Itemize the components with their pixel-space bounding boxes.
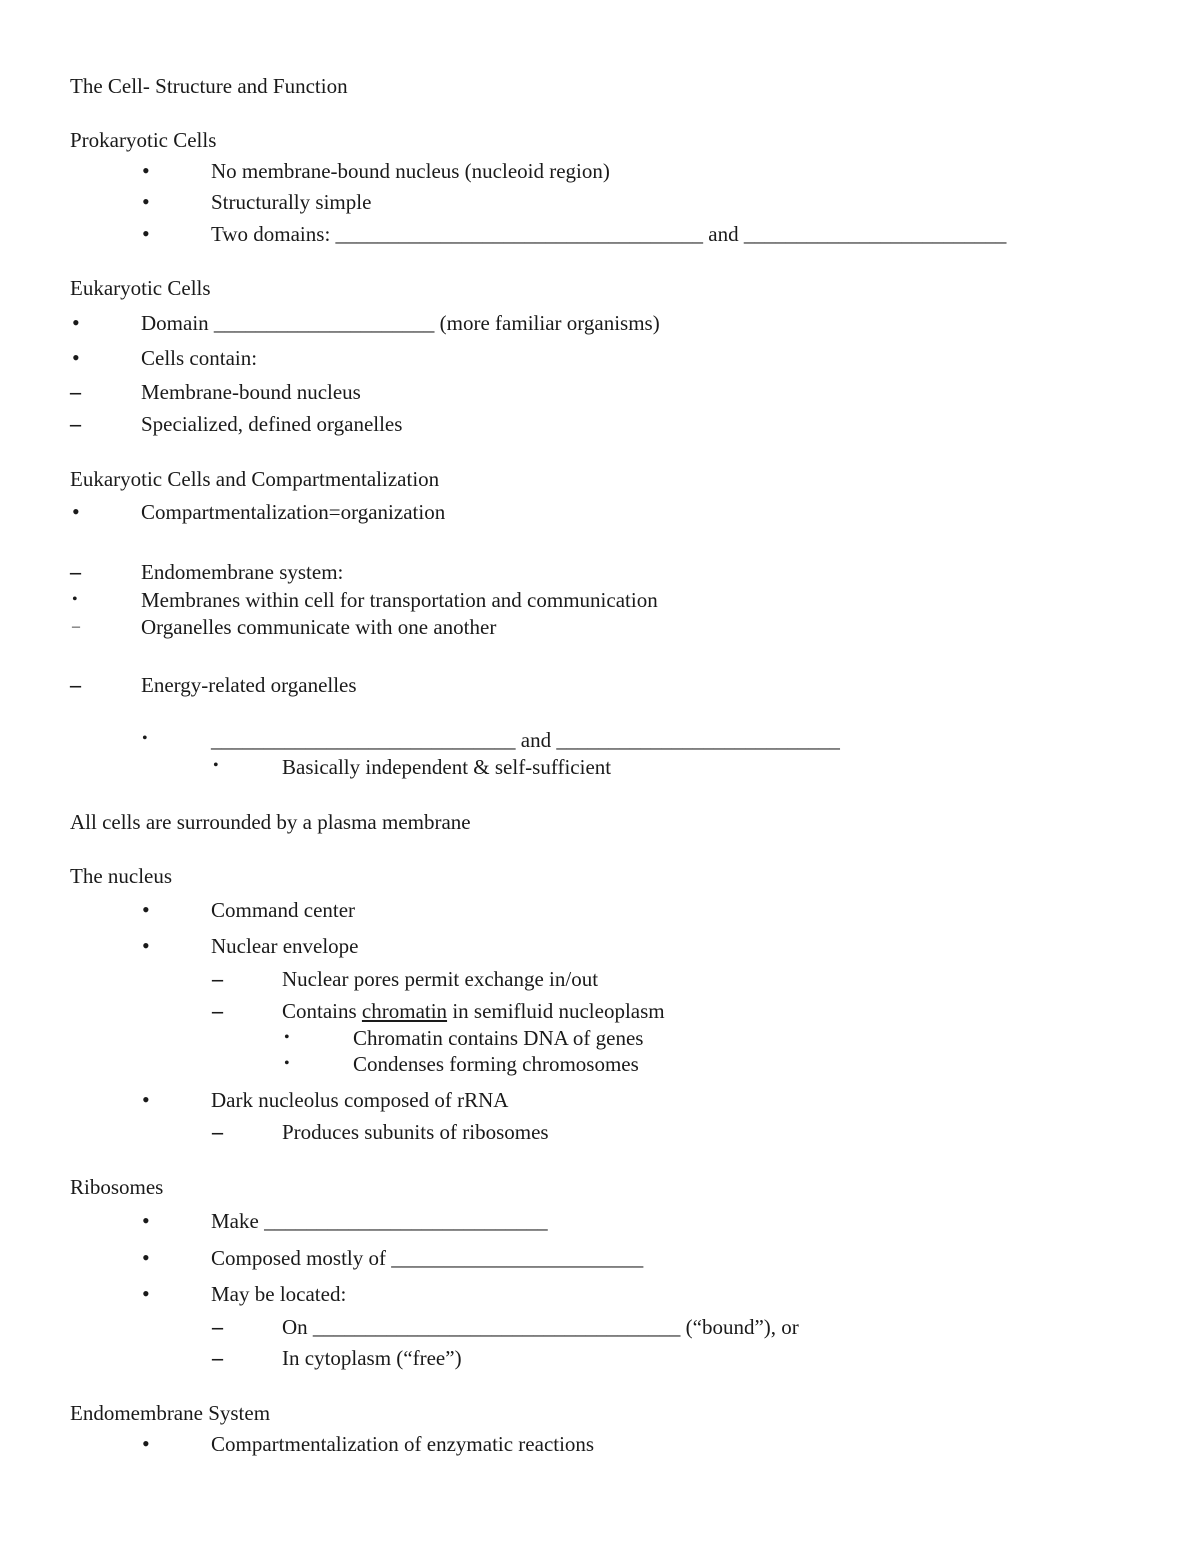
bullet-icon: • bbox=[142, 1431, 150, 1456]
list-item: May be located: bbox=[211, 1282, 347, 1306]
dash-icon: – bbox=[70, 411, 81, 436]
bullet-icon: • bbox=[72, 310, 80, 335]
list-item: Nuclear pores permit exchange in/out bbox=[282, 967, 599, 991]
dash-icon: – bbox=[212, 1119, 223, 1144]
list-item: Compartmentalization of enzymatic reactions bbox=[211, 1432, 595, 1456]
bullet-icon: • bbox=[72, 499, 80, 524]
list-item: Energy-related organelles bbox=[141, 673, 357, 697]
plasma-membrane-statement: All cells are surrounded by a plasma membrane bbox=[70, 810, 471, 834]
bullet-icon: • bbox=[142, 221, 150, 246]
list-item: In cytoplasm (“free”) bbox=[282, 1346, 462, 1370]
list-item: Cells contain: bbox=[141, 346, 258, 370]
list-item-blanks: _____________________________ and ___________________________ bbox=[211, 728, 840, 752]
bullet-icon: • bbox=[142, 189, 150, 214]
bullet-icon: • bbox=[72, 591, 78, 608]
list-item: Membrane-bound nucleus bbox=[141, 380, 361, 404]
list-item: Nuclear envelope bbox=[211, 934, 359, 958]
list-item bbox=[282, 1001, 665, 1022]
bullet-icon: • bbox=[284, 1029, 290, 1046]
list-item: Compartmentalization=organization bbox=[141, 500, 446, 524]
dash-icon: – bbox=[70, 672, 81, 697]
list-item: Condenses forming chromosomes bbox=[353, 1052, 639, 1076]
dash-icon: – bbox=[72, 618, 80, 635]
list-item: Membranes within cell for transportation and communication bbox=[141, 588, 658, 612]
page-title: The Cell- Structure and Function bbox=[70, 74, 348, 98]
list-item-blanks: Domain _____________________ (more familiar organisms) bbox=[141, 311, 660, 335]
section-heading-nucleus: The nucleus bbox=[70, 864, 173, 888]
dash-icon: – bbox=[212, 998, 223, 1023]
bullet-icon: • bbox=[142, 1208, 150, 1233]
section-heading-ribosomes: Ribosomes bbox=[70, 1175, 164, 1199]
list-item: Basically independent & self-sufficient bbox=[282, 755, 612, 779]
section-heading-compartmentalization: Eukaryotic Cells and Compartmentalization bbox=[70, 467, 440, 491]
list-item: Endomembrane system: bbox=[141, 560, 344, 584]
dash-icon: – bbox=[70, 559, 81, 584]
bullet-icon: • bbox=[142, 1281, 150, 1306]
list-item-blanks: Composed mostly of ________________________ bbox=[211, 1246, 644, 1270]
chromatin-text-post: in semifluid nucleoplasm bbox=[447, 999, 665, 1023]
chromatin-text-pre: Contains bbox=[282, 999, 362, 1023]
bullet-icon: • bbox=[72, 345, 80, 370]
section-heading-endomembrane: Endomembrane System bbox=[70, 1401, 271, 1425]
bullet-icon: • bbox=[142, 1087, 150, 1112]
list-item-blanks: Two domains: ___________________________________ and _________________________ bbox=[211, 222, 1007, 246]
dash-icon: – bbox=[70, 379, 81, 404]
bullet-icon: • bbox=[142, 897, 150, 922]
bullet-icon: • bbox=[142, 158, 150, 183]
bullet-icon: • bbox=[142, 1245, 150, 1270]
list-item: No membrane-bound nucleus (nucleoid region) bbox=[211, 159, 610, 183]
bullet-icon: • bbox=[142, 730, 148, 747]
list-item: Chromatin contains DNA of genes bbox=[353, 1026, 644, 1050]
section-heading-prokaryotic: Prokaryotic Cells bbox=[70, 128, 217, 152]
section-heading-eukaryotic: Eukaryotic Cells bbox=[70, 276, 211, 300]
bullet-icon: • bbox=[213, 757, 219, 774]
list-item-blanks: On ___________________________________ (“bound”), or bbox=[282, 1315, 799, 1339]
dash-icon: – bbox=[212, 1314, 223, 1339]
list-item: Specialized, defined organelles bbox=[141, 412, 403, 436]
list-item-blanks: Make ___________________________ bbox=[211, 1209, 548, 1233]
bullet-icon: • bbox=[142, 933, 150, 958]
list-item: Command center bbox=[211, 898, 356, 922]
list-item: Structurally simple bbox=[211, 190, 372, 214]
dash-icon: – bbox=[212, 1345, 223, 1370]
bullet-icon: • bbox=[284, 1055, 290, 1072]
list-item: Produces subunits of ribosomes bbox=[282, 1120, 549, 1144]
chromatin-underlined: chromatin bbox=[361, 999, 448, 1023]
list-item: Organelles communicate with one another bbox=[141, 615, 497, 639]
list-item: Dark nucleolus composed of rRNA bbox=[211, 1088, 509, 1112]
dash-icon: – bbox=[212, 966, 223, 991]
